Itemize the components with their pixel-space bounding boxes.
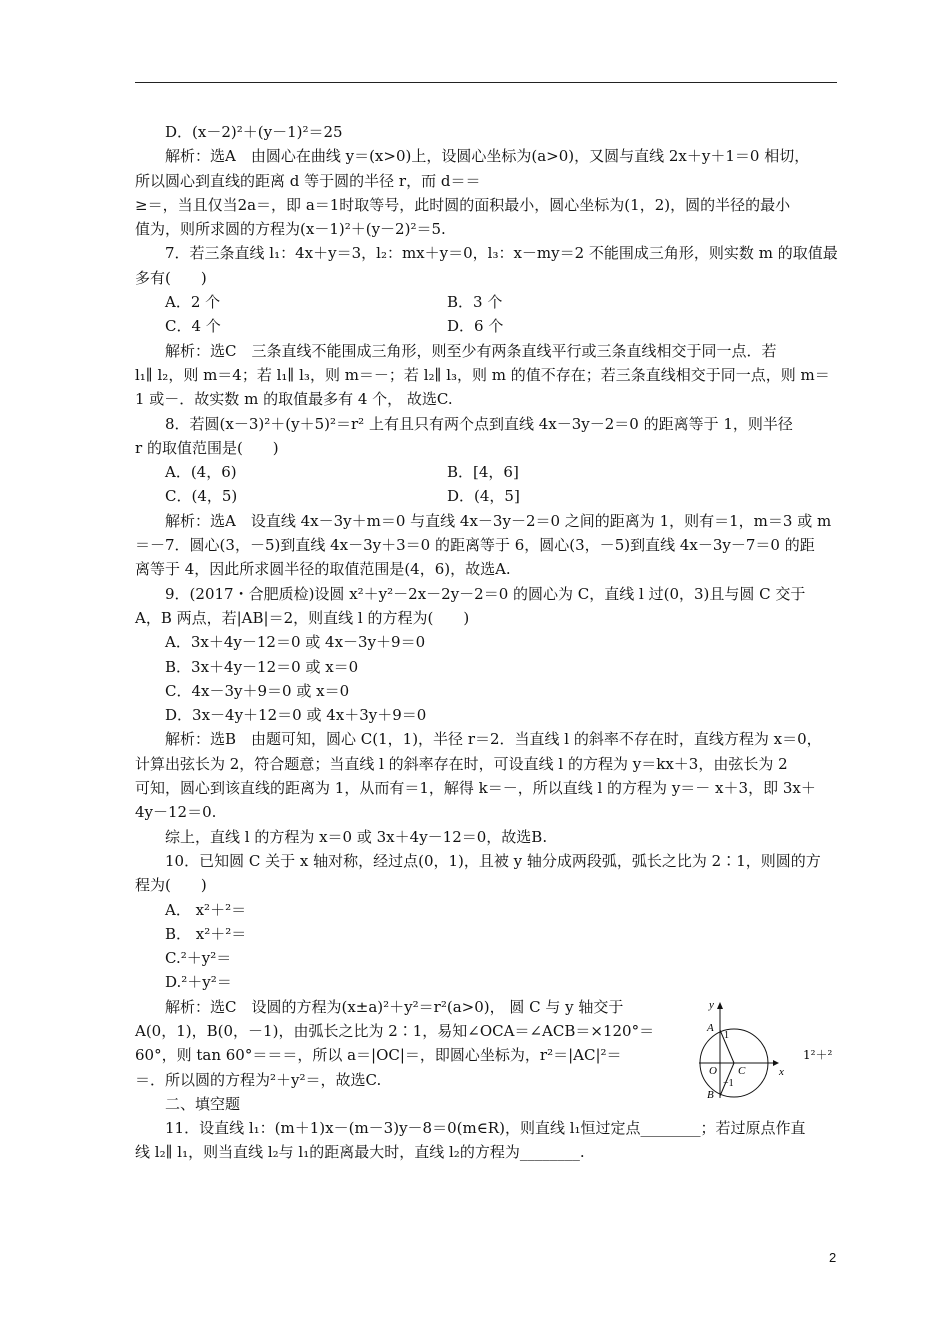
label-y: y bbox=[709, 998, 714, 1011]
label-o: O bbox=[709, 1064, 717, 1077]
question-7: 7．若三条直线 l₁：4x＋y＝3，l₂：mx＋y＝0，l₃：x－my＝2 不能围成三角形，则实数 m 的取值最 bbox=[165, 244, 838, 263]
text-line: 可知，圆心到该直线的距离为 1，从而有＝1，解得 k＝－，所以直线 l 的方程为 y＝－ x＋3，即 3x＋ bbox=[135, 779, 816, 798]
text-line: 计算出弦长为 2，符合题意；当直线 l 的斜率存在时，可设直线 l 的方程为 y＝kx＋3，由弦长为 2 bbox=[135, 754, 788, 773]
text-line: 解析：选C 三条直线不能围成三角形，则至少有两条直线平行或三条直线相交于同一点．若 bbox=[165, 341, 777, 360]
page-content bbox=[135, 120, 837, 1165]
text-line: ＝．所以圆的方程为²＋y²＝，故选C. bbox=[135, 1070, 382, 1089]
label-one: 1 bbox=[724, 1029, 729, 1041]
text-line: A(0，1)，B(0，－1)，由弧长之比为 2∶1，易知∠OCA＝∠ACB＝×120°＝ bbox=[135, 1021, 655, 1040]
question-10: 10．已知圆 C 关于 x 轴对称，经过点(0，1)，且被 y 轴分成两段弧，弧长之比为 2∶1，则圆的方 bbox=[165, 851, 821, 870]
text-line: 解析：选C 设圆的方程为(x±a)²＋y²＝r²(a>0)， 圆 C 与 y 轴交于 bbox=[165, 997, 624, 1016]
label-b: B bbox=[707, 1088, 714, 1101]
text-line: 离等于 4，因此所求圆半径的取值范围是(4，6)，故选A. bbox=[135, 560, 511, 579]
option-b: B．3x＋4y－12＝0 或 x＝0 bbox=[165, 657, 359, 676]
label-a: A bbox=[707, 1021, 714, 1034]
text-line: ≥＝，当且仅当2a＝，即 a＝1时取等号，此时圆的面积最小，圆心坐标为(1，2)，圆的半径的最小 bbox=[135, 195, 791, 214]
page-number: 2 bbox=[829, 1250, 837, 1265]
solution-with-figure bbox=[135, 995, 837, 1101]
header-rule bbox=[135, 82, 837, 83]
section-heading: 二、填空题 bbox=[165, 1094, 241, 1113]
option-b: B．3 个 bbox=[447, 293, 503, 312]
text-line: A，B 两点，若|AB|＝2，则直线 l 的方程为( ) bbox=[135, 608, 470, 627]
text-line: 4y－12＝0. bbox=[135, 803, 217, 822]
option-a: A．(4，6) bbox=[165, 463, 237, 482]
q7-options-row bbox=[135, 290, 837, 314]
option-d: D．3x－4y＋12＝0 或 4x＋3y＋9＝0 bbox=[165, 706, 427, 725]
text-line: 解析：选A 设直线 4x－3y＋m＝0 与直线 4x－3y－2＝0 之间的距离为 1，则有＝1，m＝3 或 m bbox=[165, 511, 832, 530]
question-9: 9．(2017・合肥质检)设圆 x²＋y²－2x－2y－2＝0 的圆心为 C，直线 l 过(0，3)且与圆 C 交于 bbox=[165, 584, 806, 603]
q8-options-row bbox=[135, 484, 837, 508]
option-a: A．2 个 bbox=[165, 293, 221, 312]
option-c: C．4 个 bbox=[165, 317, 221, 336]
option-d: D．(4，5] bbox=[447, 487, 520, 506]
question-11: 11．设直线 l₁：(m＋1)x－(m－3)y－8＝0(m∈R)，则直线 l₁恒过定点________；若过原点作直 bbox=[165, 1119, 806, 1138]
option-a: A． x²＋²＝ bbox=[165, 900, 247, 919]
label-x: x bbox=[779, 1065, 784, 1078]
label-minus-one: −1 bbox=[723, 1077, 734, 1089]
text-line: 解析：选A 由圆心在曲线 y＝(x>0)上，设圆心坐标为(a>0)，又圆与直线 2x＋y＋1＝0 相切， bbox=[165, 147, 810, 166]
question-8: 8．若圆(x－3)²＋(y＋5)²＝r² 上有且只有两个点到直线 4x－3y－2＝0 的距离等于 1，则半径 bbox=[165, 414, 793, 433]
text-line: 60°，则 tan 60°＝＝＝，所以 a＝|OC|＝，即圆心坐标为，r²＝|AC|²＝ bbox=[135, 1046, 622, 1065]
option-c: C．4x－3y＋9＝0 或 x＝0 bbox=[165, 681, 350, 700]
option-d: D．6 个 bbox=[447, 317, 504, 336]
text-line: 综上，直线 l 的方程为 x＝0 或 3x＋4y－12＝0，故选B. bbox=[165, 827, 548, 846]
q7-options-row bbox=[135, 314, 837, 338]
text-line: 值为，则所求圆的方程为(x－1)²＋(y－2)²＝5. bbox=[135, 220, 446, 239]
y-axis-arrow bbox=[717, 1002, 723, 1009]
text-line: 1 或－．故实数 m 的取值最多有 4 个， 故选C. bbox=[135, 390, 453, 409]
option-a: A．3x＋4y－12＝0 或 4x－3y＋9＝0 bbox=[165, 633, 426, 652]
option-c: C.²＋y²＝ bbox=[165, 949, 232, 968]
option-d: D.²＋y²＝ bbox=[165, 973, 232, 992]
text-line: r 的取值范围是( ) bbox=[135, 438, 279, 457]
text-line: 解析：选B 由题可知，圆心 C(1，1)，半径 r＝2．当直线 l 的斜率不存在时，直线方程为 x＝0， bbox=[165, 730, 822, 749]
text-line: 程为( ) bbox=[135, 876, 207, 895]
text-line: 线 l₂∥ l₁，则当直线 l₂与 l₁的距离最大时，直线 l₂的方程为________. bbox=[135, 1143, 585, 1162]
option-b: B．[4，6] bbox=[447, 463, 519, 482]
text-line: ＝－7．圆心(3，－5)到直线 4x－3y＋3＝0 的距离等于 6，圆心(3，－5)到直线 4x－3y－7＝0 的距 bbox=[135, 536, 815, 555]
margin-note: 1²＋² bbox=[803, 1047, 833, 1062]
text-line: 多有( ) bbox=[135, 268, 207, 287]
text-line: 所以圆心到直线的距离 d 等于圆的半径 r，而 d＝＝ bbox=[135, 171, 481, 190]
text-line: l₁∥ l₂，则 m＝4；若 l₁∥ l₃，则 m＝－；若 l₂∥ l₃，则 m 的值不存在；若三条直线相交于同一点，则 m＝ bbox=[135, 365, 830, 384]
label-c: C bbox=[738, 1064, 746, 1077]
text-line: D．(x－2)²＋(y－1)²＝25 bbox=[165, 123, 343, 141]
option-b: B． x²＋²＝ bbox=[165, 924, 247, 943]
q8-options-row bbox=[135, 460, 837, 484]
option-c: C．(4，5) bbox=[165, 487, 238, 506]
circle-figure bbox=[691, 995, 837, 1105]
